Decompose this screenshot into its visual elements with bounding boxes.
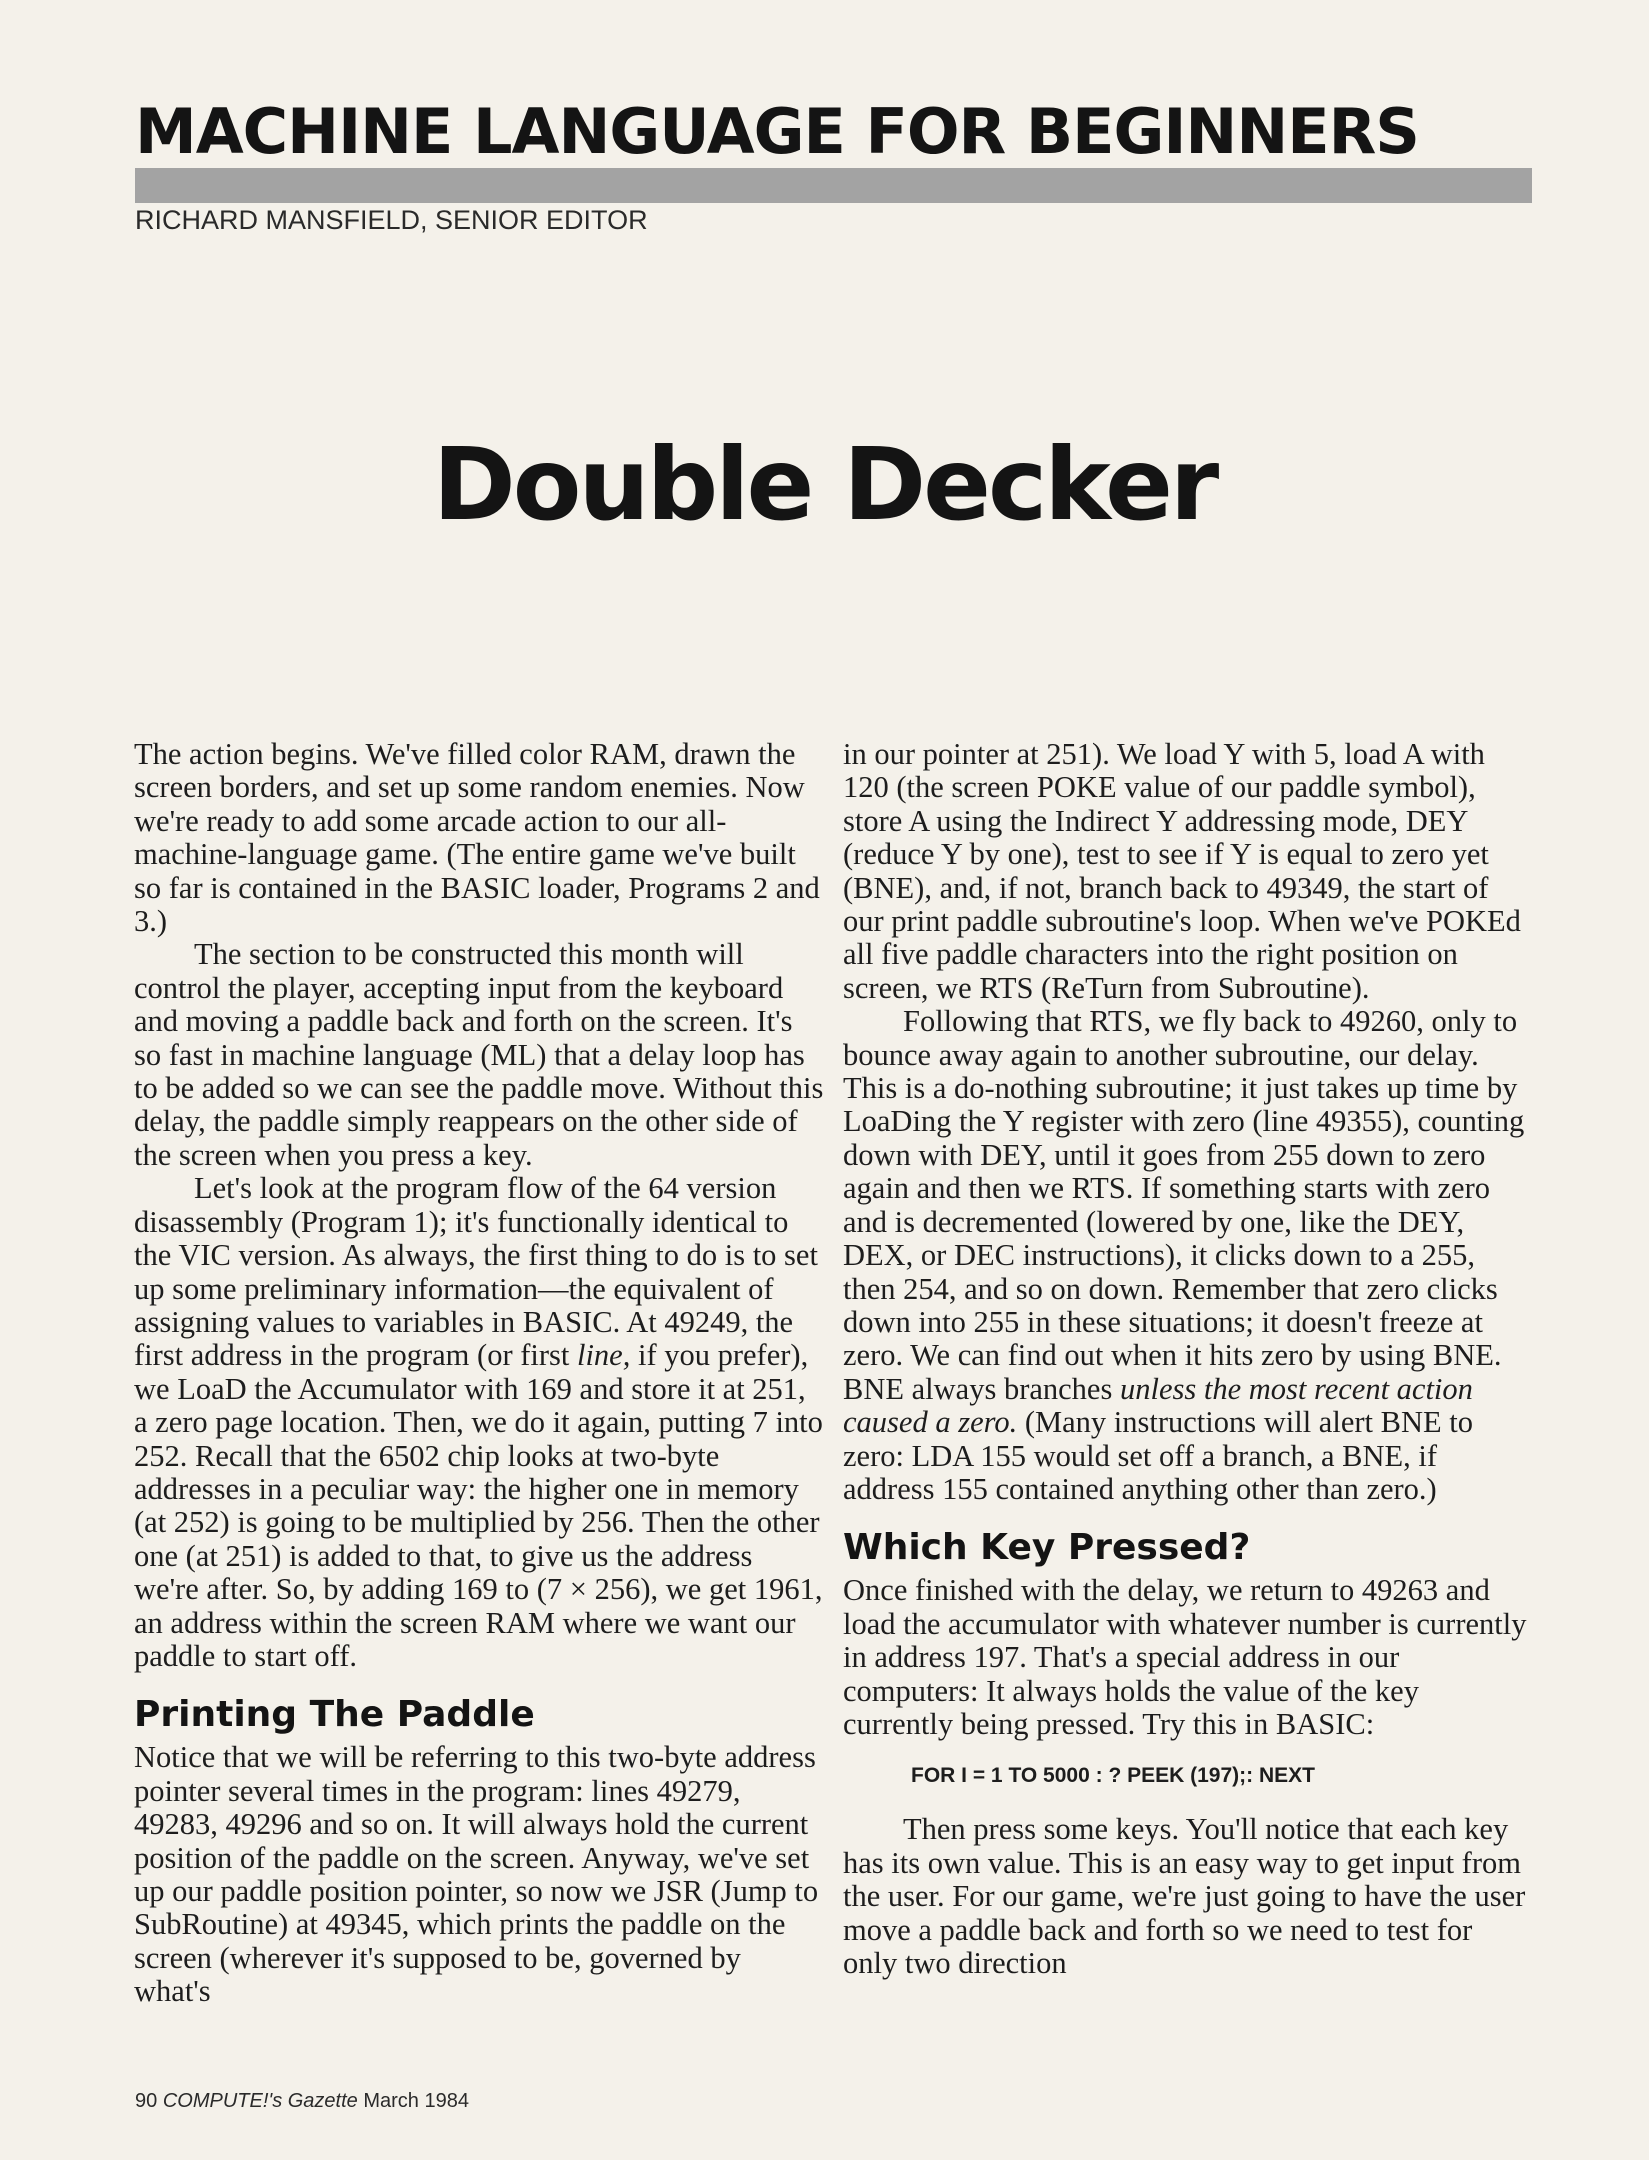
paragraph: Once finished with the delay, we return to 49263 and load the accumulator with whatever number is currently in address 197. That's a special address in our computers: It always holds the value of the key currently being pressed. Try this in BASIC: <box>843 1573 1527 1741</box>
text-run: Let's look at the program flow of the 64 version disassembly (Program 1); it's functionally identical to the VIC version. As always, the first thing to do is to set up some preliminary information—the equivalent of assigning values to variables in BASIC. At 49249, the first address in the program (or first <box>134 1171 818 1373</box>
title-rule-bar <box>135 168 1532 203</box>
magazine-name: COMPUTE!'s Gazette <box>162 2090 358 2112</box>
text-column-right <box>843 738 1533 1980</box>
paragraph: in our pointer at 251). We load Y with 5, load A with 120 (the screen POKE value of our paddle symbol), store A using the Indirect Y addressing mode, DEY (reduce Y by one), test to see if Y is equal to zero yet (BNE), and, if not, branch back to 49349, the start of our print paddle subroutine's loop. When we've POKEd all five paddle characters into the right position on screen, we RTS (ReTurn from Subroutine). <box>843 737 1521 1005</box>
paragraph: Then press some keys. You'll notice that each key has its own value. This is an easy way to get input from the user. For our game, we're just going to have the user move a paddle back and forth so we need to test for only two direction <box>843 1812 1526 1980</box>
page-footer <box>135 2090 469 2113</box>
subheading-printing-paddle: Printing The Paddle <box>134 1694 535 1736</box>
subheading-which-key: Which Key Pressed? <box>843 1527 1251 1569</box>
text-column-left <box>134 738 824 2009</box>
emphasis: unless the most recent action caused a zero. <box>843 1371 1473 1440</box>
paragraph <box>134 1172 824 1673</box>
code-example: FOR I = 1 TO 5000 : ? PEEK (197);: NEXT <box>911 1764 1315 1788</box>
paragraph <box>843 1005 1533 1506</box>
paragraph: Notice that we will be referring to this two-byte address pointer several times in the program: lines 49279, 49283, 49296 and so on. It will always hold the current position of the paddle on the screen. Anyway, we've set up our paddle position pointer, so now we JSR (Jump to SubRoutine) at 49345, which prints the paddle on the screen (wherever it's supposed to be, governed by what's <box>134 1740 819 2009</box>
emphasis: line, <box>576 1338 631 1373</box>
series-title: MACHINE LANGUAGE FOR BEGINNERS <box>135 95 1419 168</box>
article-title: Double Decker <box>432 426 1217 543</box>
text-run: (Many instructions will alert BNE to zero: LDA 155 would set off a branch, a BNE, if address 155 contained anything other than zero.) <box>843 1405 1473 1506</box>
paragraph: The action begins. We've filled color RAM, drawn the screen borders, and set up some random enemies. Now we're ready to add some arcade action to our all-machine-language game. (The entire game we've built so far is contained in the BASIC loader, Programs 2 and 3.) <box>134 737 820 939</box>
text-run: Following that RTS, we fly back to 49260, only to bounce away again to another subroutine, our delay. This is a do-nothing subroutine; it just takes up time by LoaDing the Y register with zero (line 49355), counting down with DEY, until it goes from 255 down to zero again and then we RTS. If something starts with zero and is decremented (lowered by one, like the DEY, DEX, or DEC instructions), it clicks down to a 255, then 254, and so on down. Remember that zero clicks down into 255 in these situations; it doesn't freeze at zero. We can find out when it hits zero by using BNE. BNE always branches <box>843 1004 1525 1406</box>
page-number: 90 <box>135 2090 158 2112</box>
paragraph: The section to be constructed this month will control the player, accepting input from the keyboard and moving a paddle back and forth on the screen. It's so fast in machine language (ML) that a delay loop has to be added so we can see the paddle move. Without this delay, the paddle simply reappears on the other side of the screen when you press a key. <box>134 937 824 1172</box>
byline: RICHARD MANSFIELD, SENIOR EDITOR <box>135 205 648 235</box>
issue-date: March 1984 <box>363 2090 469 2112</box>
text-run: if you prefer), we LoaD the Accumulator with 169 and store it at 251, a zero page location. Then, we do it again, putting 7 into 252. Recall that the 6502 chip looks at two-byte addresses in a peculiar way: the higher one in memory (at 252) is going to be multiplied by 256. Then the other one (at 251) is added to that, to give us the address we're after. So, by adding 169 to (7 × 256), we get 1961, an address within the screen RAM where we want our paddle to start off. <box>134 1338 823 1673</box>
